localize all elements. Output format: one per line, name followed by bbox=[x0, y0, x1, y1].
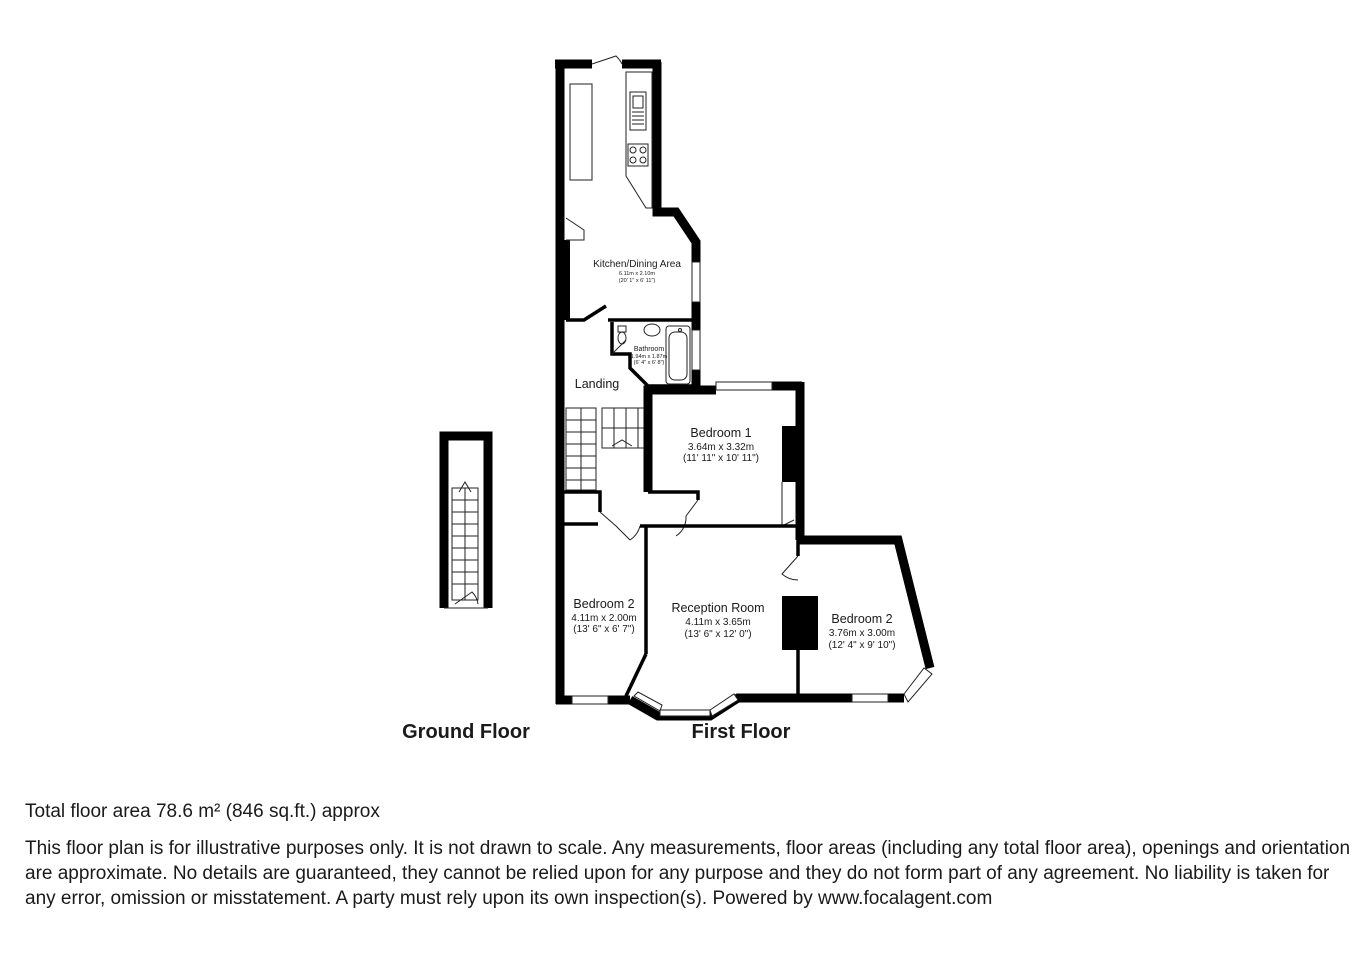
first-floor-stairs bbox=[566, 408, 646, 490]
kitchen-dim-ft: (20' 1" x 6' 11") bbox=[618, 278, 656, 284]
total-floor-area: Total floor area 78.6 m² (846 sq.ft.) approx bbox=[25, 801, 380, 822]
bedroom2-left-name: Bedroom 2 bbox=[573, 597, 635, 611]
bedroom2-right-window bbox=[852, 694, 888, 702]
bedroom1-window bbox=[716, 382, 772, 390]
kitchen-window bbox=[692, 262, 700, 302]
disclaimer-text: This floor plan is for illustrative purposes only. It is not drawn to scale. Any measurements, floor areas (including any total floor area), openings and orientation are approximate. No details are guaranteed, they cannot be relied upon for any purpose and they do not form part of any agreement. No liability is taken for any error, omission or misstatement. A party must rely upon its own inspection(s). Powered by www.focalagent.com bbox=[25, 838, 1351, 909]
reception-dim-ft: (13' 6" x 12' 0") bbox=[684, 629, 752, 640]
ground-floor-label: Ground Floor bbox=[402, 721, 530, 743]
kitchen-label bbox=[593, 259, 681, 284]
bedroom2-right-name: Bedroom 2 bbox=[831, 612, 893, 626]
bedroom2-left-label bbox=[571, 597, 636, 635]
reception-dim-m: 4.11m x 3.65m bbox=[685, 617, 751, 628]
bedroom2-left-dim-m: 4.11m x 2.00m bbox=[571, 613, 637, 624]
bedroom1-name: Bedroom 1 bbox=[690, 426, 752, 440]
hob-icon bbox=[628, 144, 648, 166]
bedroom1-dim-m: 3.64m x 3.32m bbox=[687, 442, 755, 453]
bedroom1-dim-ft: (11' 11" x 10' 11") bbox=[683, 453, 759, 464]
bathroom-label bbox=[631, 346, 668, 366]
bedroom2-right-dim-ft: (12' 4" x 9' 10") bbox=[828, 640, 896, 651]
reception-label bbox=[671, 601, 764, 640]
ground-floor-door bbox=[455, 592, 478, 604]
kitchen-name: Kitchen/Dining Area bbox=[593, 259, 681, 270]
ground-floor-plan bbox=[444, 436, 488, 608]
bedroom2-right-corner-window bbox=[904, 668, 932, 702]
ground-floor-stairs bbox=[452, 482, 478, 600]
bedroom2-right-dim-m: 3.76m x 3.00m bbox=[828, 628, 896, 639]
bathroom-dim-m: 1.94m x 1.87m bbox=[630, 354, 668, 360]
toilet-icon bbox=[618, 326, 626, 332]
bathroom-window bbox=[692, 330, 700, 370]
footer bbox=[25, 800, 1355, 911]
kitchen-dim-m: 6.11m x 2.10m bbox=[619, 271, 655, 277]
washbasin-icon bbox=[644, 324, 660, 336]
bedroom2-left-dim-ft: (13' 6" x 6' 7") bbox=[573, 624, 635, 635]
bedroom2-left-window bbox=[572, 696, 608, 704]
first-floor-label: First Floor bbox=[691, 721, 791, 743]
kitchen-door bbox=[592, 56, 622, 64]
chimney-breast bbox=[782, 596, 818, 650]
landing-name: Landing bbox=[574, 377, 620, 391]
bedroom1-label bbox=[683, 426, 759, 464]
bedroom2-right-label bbox=[828, 612, 895, 651]
kitchen-worktop-left bbox=[570, 84, 592, 180]
bathroom-dim-ft: (6' 4" x 6' 8") bbox=[633, 360, 665, 366]
reception-name: Reception Room bbox=[671, 601, 765, 615]
bathroom-name: Bathroom bbox=[633, 346, 665, 353]
